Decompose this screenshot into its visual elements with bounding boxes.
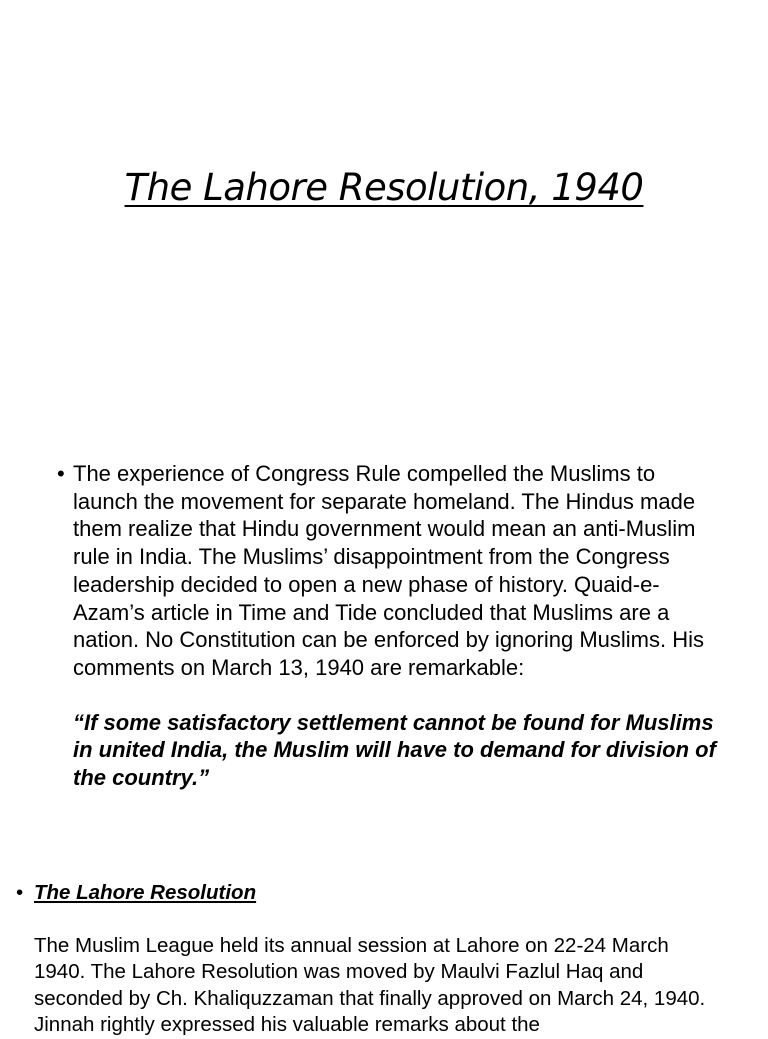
section-body: The Muslim League held its annual session at Lahore on 22-24 March 1940. The Lahore Resolution was moved by Maulvi Fazlul Haq and seconded by Ch. Khaliquzzaman that finally approved on March 24, 1940. Jinnah rightly expressed his valuable remarks about the [34, 933, 706, 1036]
intro-bullet [57, 460, 717, 791]
jinnah-quote: “If some satisfactory settlement cannot be found for Muslims in united India, the Muslim will have to demand for division of the country.” [73, 709, 716, 790]
bullet-marker: • [16, 881, 24, 904]
slide-title: The Lahore Resolution, 1940 [124, 166, 644, 209]
intro-paragraph: The experience of Congress Rule compelled the Muslims to launch the movement for separate homeland. The Hindus made them realize that Hindu government would mean an anti-Muslim rule in India. The Muslims’ disappointment from the Congress leadership decided to open a new phase of history. Quaid-e-Azam’s article in Time and Tide concluded that Muslims are a nation. No Constitution can be enforced by ignoring Muslims. His comments on March 13, 1940 are remarkable: [73, 461, 704, 680]
section-heading: The Lahore Resolution [34, 881, 257, 904]
lahore-resolution-section [16, 880, 716, 1039]
bullet-marker: • [57, 461, 65, 486]
